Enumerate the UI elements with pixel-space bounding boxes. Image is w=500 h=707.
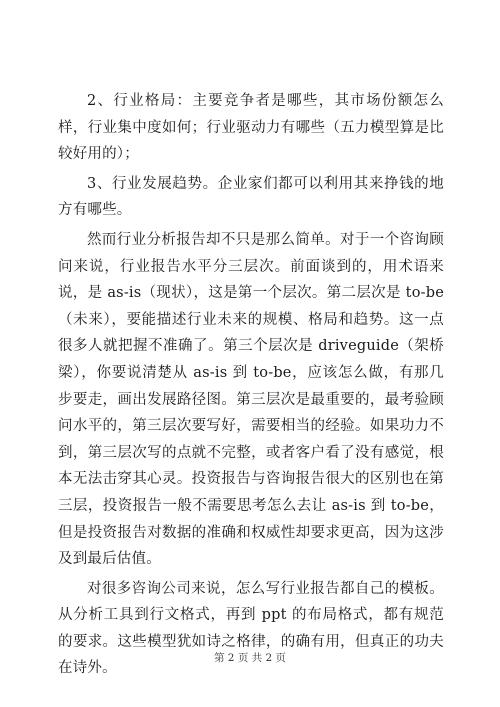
paragraph-industry-trends: 3、行业发展趋势。企业家们都可以利用其来挣钱的地方有哪些。 <box>58 175 444 219</box>
paragraph-report-levels: 然而行业分析报告却不只是那么简单。对于一个咨询顾问来说，行业报告水平分三层次。前面谈到的，用术语来说，是 as-is（现状），这是第一个层次。第二层次是 to-be（未来），要能描述行业未来的规模、格局和趋势。这一点很多人就把握不准确了。第三个层次是 driveguide（架桥梁），你要说清楚从 as-is 到 to-be，应该怎么做，有那几步要走，画出发展路径图。第三层次是最重要的，最考验顾问水平的，第三层次要写好，需要相当的经验。如果功力不到，第三层次写的点就不完整，或者客户看了没有感觉，根本无法击穿其心灵。投资报告与咨询报告很大的区别也在第三层，投资报告一般不需要思考怎么去让 as-is 到 to-be，但是投资报告对数据的准确和权威性却要求更高，因为这涉及到最后估值。 <box>58 231 444 568</box>
paragraph-report-templates: 对很多咨询公司来说，怎么写行业报告都自己的模板。从分析工具到行文格式，再到 ppt 的布局格式，都有规范的要求。这些模型犹如诗之格律，的确有用，但真正的功夫在诗外。 <box>58 580 444 677</box>
document-body <box>58 88 444 682</box>
page-number-footer: 第 2 页 共 2 页 <box>213 652 287 664</box>
paragraph-industry-landscape: 2、行业格局：主要竞争者是哪些，其市场份额怎么样，行业集中度如何；行业驱动力有哪些（五力模型算是比较好用的）； <box>58 93 444 163</box>
